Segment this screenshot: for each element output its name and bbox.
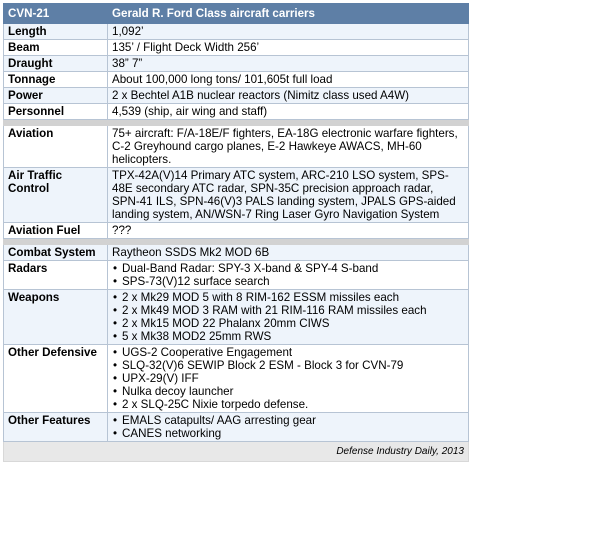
table-row <box>4 72 469 88</box>
row-label-other-defensive: Other Defensive <box>4 345 108 413</box>
list-item: • CANES networking <box>112 427 464 440</box>
row-label-weapons: Weapons <box>4 290 108 345</box>
row-label-personnel: Personnel <box>4 104 108 120</box>
other-features-list <box>112 414 464 440</box>
row-label-aviation: Aviation <box>4 126 108 168</box>
list-item: • Dual-Band Radar: SPY-3 X-band & SPY-4 S-band <box>112 262 464 275</box>
list-item: • UPX-29(V) IFF <box>112 372 464 385</box>
row-label-aviation-fuel: Aviation Fuel <box>4 223 108 239</box>
row-value-length: 1,092’ <box>108 24 469 40</box>
table-row <box>4 126 469 168</box>
row-label-combat-system: Combat System <box>4 245 108 261</box>
header-label: CVN-21 <box>4 4 108 24</box>
row-value-draught: 38” 7” <box>108 56 469 72</box>
list-item: • 5 x Mk38 MOD2 25mm RWS <box>112 330 464 343</box>
row-label-air-traffic-control: Air Traffic Control <box>4 168 108 223</box>
table-header-row <box>4 4 469 24</box>
table-footer-row <box>4 442 469 462</box>
spec-table-container <box>3 3 468 462</box>
spec-table <box>3 3 469 462</box>
table-row <box>4 223 469 239</box>
row-label-draught: Draught <box>4 56 108 72</box>
row-value-aviation-fuel: ??? <box>108 223 469 239</box>
header-title: Gerald R. Ford Class aircraft carriers <box>108 4 469 24</box>
row-label-radars: Radars <box>4 261 108 290</box>
row-value-personnel: 4,539 (ship, air wing and staff) <box>108 104 469 120</box>
list-item: • UGS-2 Cooperative Engagement <box>112 346 464 359</box>
list-item: • Nulka decoy launcher <box>112 385 464 398</box>
table-row <box>4 24 469 40</box>
other-defensive-list <box>112 346 464 411</box>
list-item: • 2 x Mk29 MOD 5 with 8 RIM-162 ESSM missiles each <box>112 291 464 304</box>
row-label-tonnage: Tonnage <box>4 72 108 88</box>
table-row <box>4 168 469 223</box>
table-row <box>4 290 469 345</box>
table-row <box>4 56 469 72</box>
table-row <box>4 88 469 104</box>
list-item: • SLQ-32(V)6 SEWIP Block 2 ESM - Block 3 for CVN-79 <box>112 359 464 372</box>
row-value-air-traffic-control: TPX-42A(V)14 Primary ATC system, ARC-210 LSO system, SPS-48E secondary ATC radar, SPN-35C precision approach radar, SPN-41 ILS, SPN-46(V)3 PALS landing system, JPALS GPS-aided landing system, AN/WSN-7 Ring Laser Gyro Navigation System <box>108 168 469 223</box>
row-value-beam: 135’ / Flight Deck Width 256’ <box>108 40 469 56</box>
row-label-beam: Beam <box>4 40 108 56</box>
table-row <box>4 245 469 261</box>
table-row <box>4 345 469 413</box>
table-row <box>4 413 469 442</box>
list-item: • 2 x SLQ-25C Nixie torpedo defense. <box>112 398 464 411</box>
list-item: • 2 x Mk49 MOD 3 RAM with 21 RIM-116 RAM missiles each <box>112 304 464 317</box>
list-item: • EMALS catapults/ AAG arresting gear <box>112 414 464 427</box>
row-label-other-features: Other Features <box>4 413 108 442</box>
table-row <box>4 40 469 56</box>
list-item: • SPS-73(V)12 surface search <box>112 275 464 288</box>
row-value-combat-system: Raytheon SSDS Mk2 MOD 6B <box>108 245 469 261</box>
list-item: • 2 x Mk15 MOD 22 Phalanx 20mm CIWS <box>112 317 464 330</box>
row-value-tonnage: About 100,000 long tons/ 101,605t full load <box>108 72 469 88</box>
table-row <box>4 261 469 290</box>
weapons-list <box>112 291 464 343</box>
row-label-power: Power <box>4 88 108 104</box>
row-value-power: 2 x Bechtel A1B nuclear reactors (Nimitz class used A4W) <box>108 88 469 104</box>
radars-list <box>112 262 464 288</box>
source-credit: Defense Industry Daily, 2013 <box>4 442 469 462</box>
table-row <box>4 104 469 120</box>
row-label-length: Length <box>4 24 108 40</box>
row-value-aviation: 75+ aircraft: F/A-18E/F fighters, EA-18G electronic warfare fighters, C-2 Greyhound cargo planes, E-2 Hawkeye AWACS, MH-60 helicopters. <box>108 126 469 168</box>
